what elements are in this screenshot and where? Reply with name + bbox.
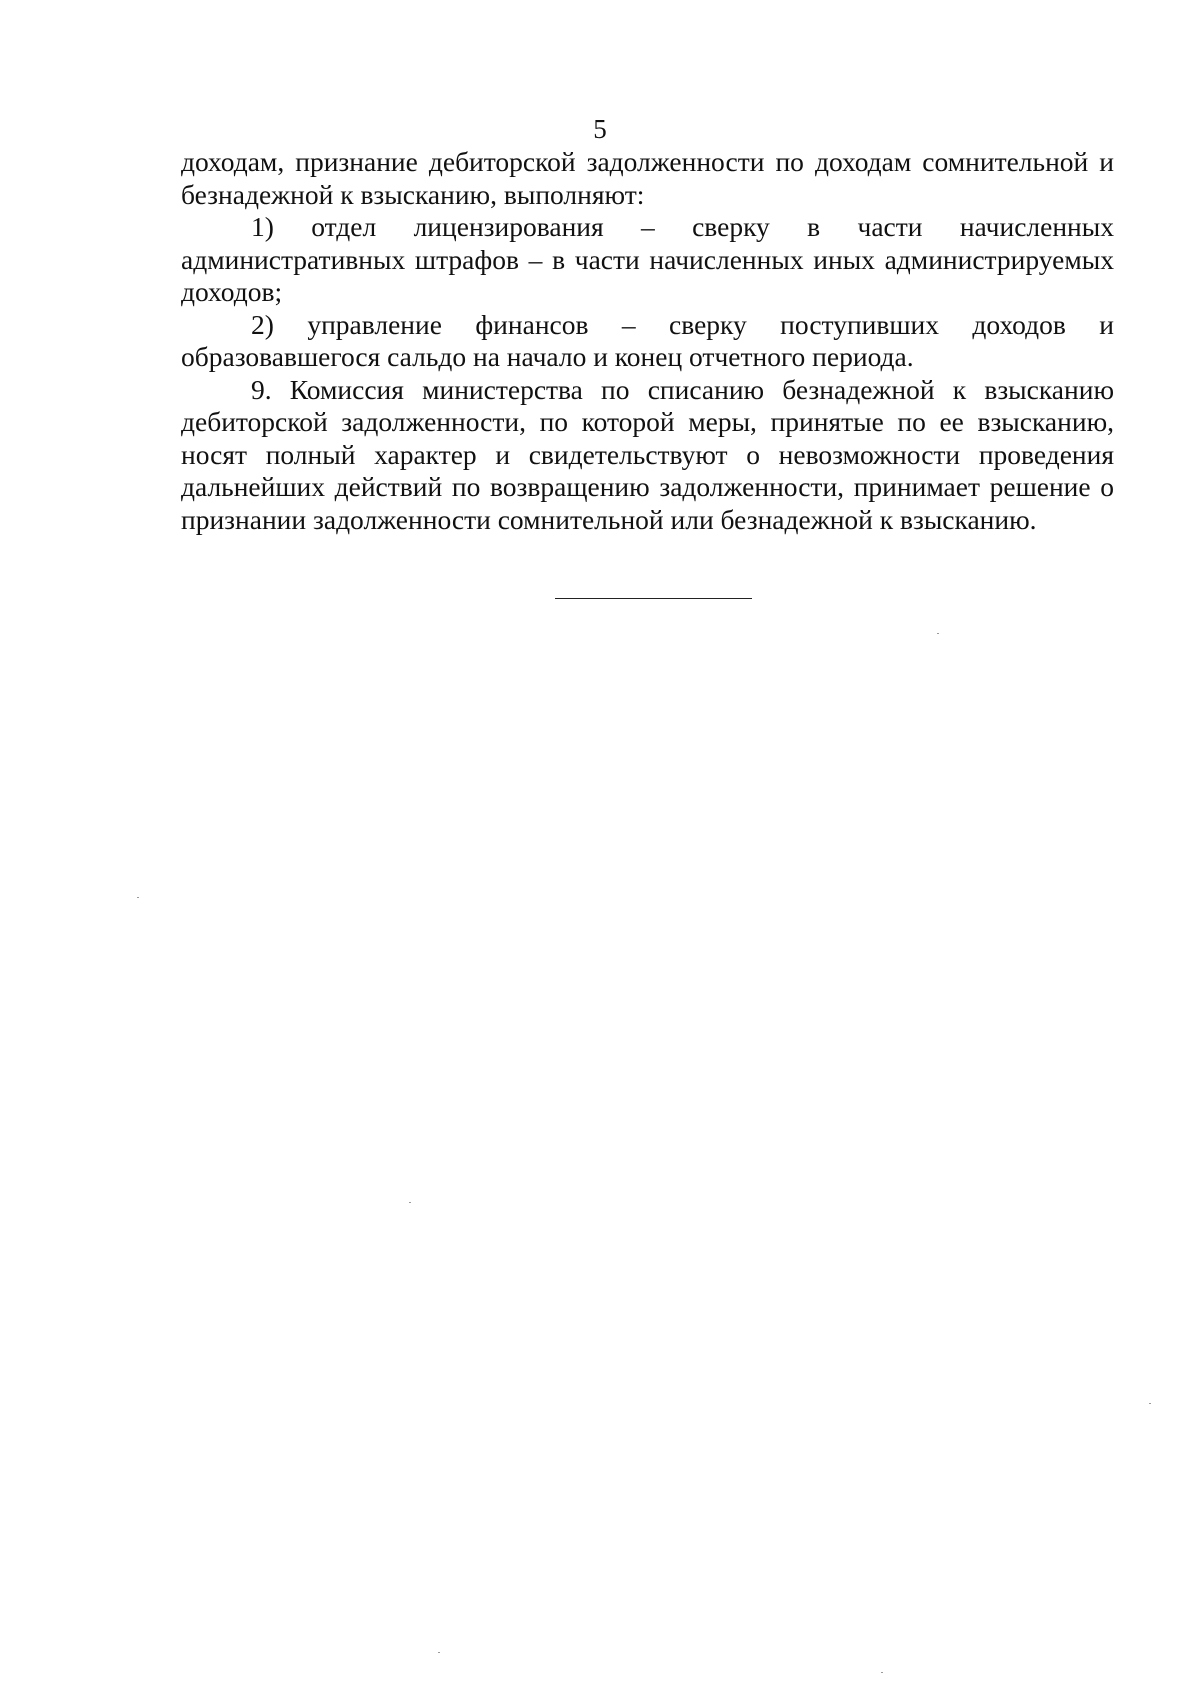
- end-of-text-rule: [555, 598, 752, 599]
- paragraph-item-2: 2) управление финансов – сверку поступивших доходов и образовавшегося сальдо на начало и конец отчетного периода.: [181, 308, 1114, 372]
- paragraph-item-1: 1) отдел лицензирования – сверку в части начисленных административных штрафов – в части начисленных иных администрируемых доходов;: [181, 211, 1114, 307]
- scan-speck: [409, 1202, 411, 1203]
- page-number: 5: [593, 114, 607, 144]
- scan-speck: [438, 1652, 440, 1653]
- paragraph-continuation: доходам, признание дебиторской задолженности по доходам сомнительной и безнадежной к взысканию, выполняют:: [181, 146, 1114, 210]
- scan-speck: [937, 633, 939, 634]
- scan-speck: [137, 897, 139, 898]
- scan-speck: [881, 1672, 883, 1673]
- document-body: [181, 146, 1114, 536]
- paragraph-item-9: 9. Комиссия министерства по списанию безнадежной к взысканию дебиторской задолженности, по которой меры, принятые по ее взысканию, носят полный характер и свидетельствуют о невозможности проведения дальнейших действий по возвращению задолженности, принимает решение о признании задолженности сомнительной или безнадежной к взысканию.: [181, 373, 1114, 535]
- scan-speck: [1149, 1403, 1151, 1404]
